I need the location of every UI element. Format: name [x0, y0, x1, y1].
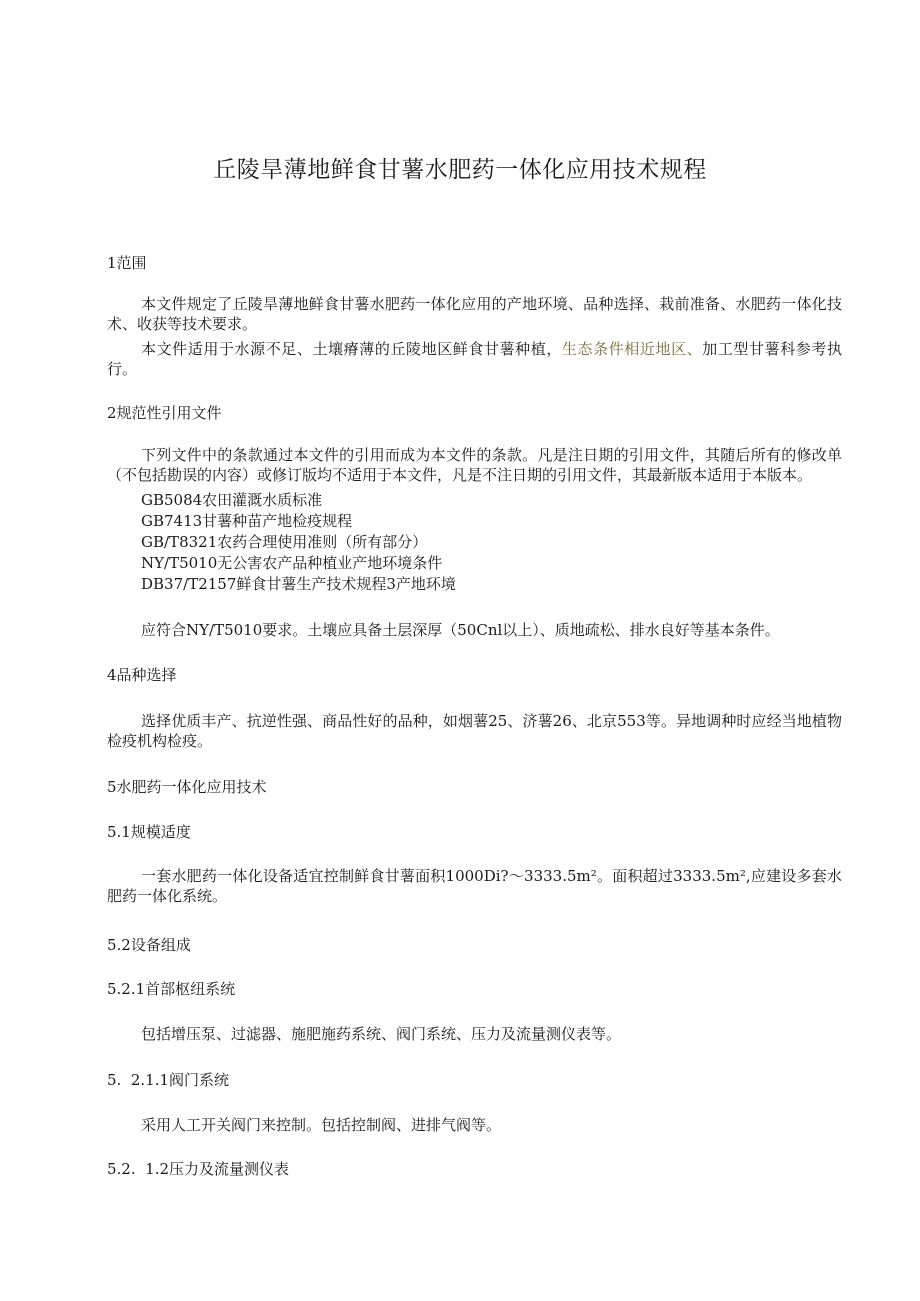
- section-1-heading: 1范围: [107, 254, 147, 272]
- section-5-2-1-paragraph-1: 包括增压泵、过滤器、施肥施药系统、阀门系统、压力及流量测仪表等。: [141, 1025, 622, 1043]
- section-5-1-heading: 5.1规模适度: [107, 823, 191, 841]
- section-2-heading: 2规范性引用文件: [107, 404, 222, 422]
- reference-item: GB7413甘薯种苗产地检疫规程: [141, 512, 353, 530]
- reference-item: GB/T8321农药合理使用准则（所有部分）: [141, 533, 428, 551]
- section-1-paragraph-2-text-b: 加工型甘薯科参考执行。: [107, 340, 842, 378]
- reference-item: DB37/T2157鲜食甘薯生产技术规程3产地环境: [141, 575, 456, 593]
- section-5-2-1-1-heading: 5. 2.1.1阀门系统: [107, 1071, 230, 1089]
- section-5-2-heading: 5.2设备组成: [107, 936, 191, 954]
- section-5-2-1-2-heading: 5.2. 1.2压力及流量测仪表: [107, 1160, 290, 1178]
- reference-item: NY/T5010无公害农产品种植业产地环境条件: [141, 554, 443, 572]
- document-title: 丘陵旱薄地鲜食甘薯水肥药一体化应用技术规程: [213, 157, 707, 183]
- section-1-paragraph-2-text-a: 本文件适用于水源不足、土壤瘠薄的丘陵地区鲜食甘薯种植，: [141, 340, 562, 358]
- section-5-2-1-heading: 5.2.1首部枢纽系统: [107, 980, 236, 998]
- highlighted-text: 生态条件相近地区、: [561, 340, 703, 358]
- section-2-paragraph-1: 下列文件中的条款通过本文件的引用而成为本文件的条款。凡是注日期的引用文件，其随后所有的修改单（不包括勘误的内容）或修订版均不适用于本文件，凡是不注日期的引用文件，其最新版本适用于本版本。: [107, 446, 842, 484]
- reference-item: GB5084农田灌溉水质标准: [141, 491, 323, 509]
- section-4-paragraph-1: 选择优质丰产、抗逆性强、商品性好的品种，如烟薯25、济薯26、北京553等。异地调种时应经当地植物检疫机构检疫。: [107, 712, 842, 750]
- section-5-1-paragraph-1: 一套水肥药一体化设备适宜控制鲜食甘薯面积1000Di?～3333.5m²。面积超过3333.5m²,应建设多套水肥药一体化系统。: [107, 867, 842, 905]
- section-5-2-1-1-paragraph-1: 采用人工开关阀门来控制。包括控制阀、进排气阀等。: [141, 1116, 502, 1134]
- section-1-paragraph-1: 本文件规定了丘陵旱薄地鲜食甘薯水肥药一体化应用的产地环境、品种选择、栽前准备、水肥药一体化技术、收获等技术要求。: [107, 295, 842, 333]
- section-5-heading: 5水肥药一体化应用技术: [107, 778, 267, 796]
- section-1-paragraph-2: [107, 339, 842, 379]
- section-3-paragraph-1: 应符合NY/T5010要求。土壤应具备土层深厚（50Cnl以上）、质地疏松、排水良好等基本条件。: [141, 621, 780, 639]
- section-4-heading: 4品种选择: [107, 666, 177, 684]
